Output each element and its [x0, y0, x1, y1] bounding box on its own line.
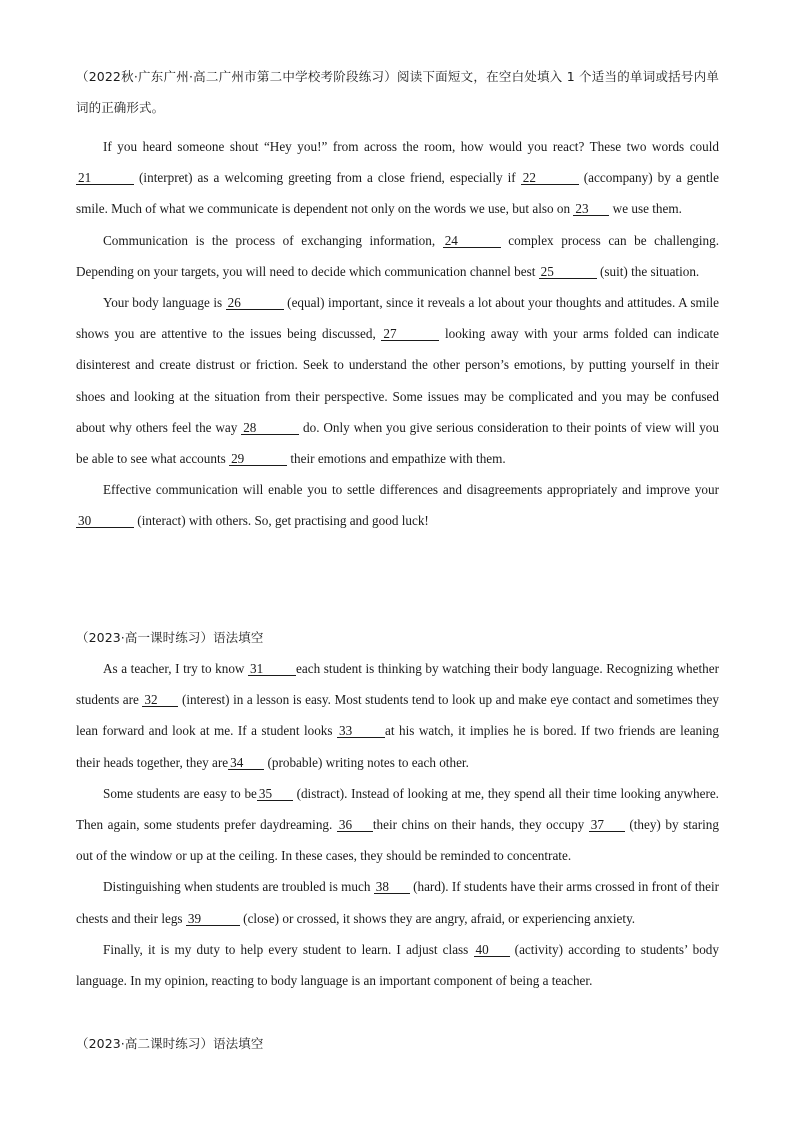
blank-34[interactable]: 34	[228, 756, 264, 770]
text: (accompany) by a gentle smile. Much of what we communicate is dependent not only on the words we use, but also on	[76, 170, 720, 217]
text: each student is thinking by watching their body language. Recognizing whether students are	[76, 661, 719, 708]
passage-1-paragraph-1	[76, 131, 719, 225]
text: we use them.	[609, 201, 682, 217]
blank-25[interactable]: 25	[539, 265, 597, 279]
blank-24[interactable]: 24	[443, 234, 501, 248]
blank-35[interactable]: 35	[257, 787, 293, 801]
blank-38[interactable]: 38	[374, 880, 410, 894]
text: (equal) important, since it reveals a lot about your thoughts and attitudes. A smile shows you are attentive to the issues being discussed,	[76, 295, 719, 342]
text: Distinguishing when students are troubled is much	[103, 879, 374, 895]
text: (interact) with others. So, get practising and good luck!	[134, 513, 429, 529]
text: (interest) in a lesson is easy. Most students tend to look up and make eye contact and sometimes they lean forward and look at me. If a student looks	[76, 692, 719, 739]
blank-23[interactable]: 23	[573, 202, 609, 216]
blank-26[interactable]: 26	[226, 296, 284, 310]
text: complex process can be challenging. Depending on your targets, you will need to decide which communication channel best	[76, 232, 720, 279]
text: at his watch, it implies he is bored. If two friends are leaning their heads together, they are	[76, 723, 719, 770]
text: (close) or crossed, it shows they are angry, afraid, or experiencing anxiety.	[239, 910, 636, 926]
text: their chins on their hands, they occupy	[372, 817, 589, 833]
blank-27[interactable]: 27	[381, 327, 439, 341]
text: Some students are easy to be	[103, 785, 257, 801]
passage-1-heading: （2022秋·广东广州·高二广州市第二中学校考阶段练习）阅读下面短文，在空白处填入 1 个适当的单词或括号内单词的正确形式。	[76, 69, 719, 115]
text: their emotions and empathize with them.	[287, 451, 506, 467]
passage-2	[76, 622, 719, 996]
passage-2-paragraph-3	[76, 871, 719, 933]
blank-36[interactable]: 36	[337, 818, 373, 832]
blank-39[interactable]: 39	[186, 912, 240, 926]
passage-2-paragraph-4	[76, 934, 719, 996]
text: (distract). Instead of looking at me, they spend all their time looking anywhere. Then again, some students prefer daydreaming.	[76, 785, 719, 833]
blank-22[interactable]: 22	[521, 171, 579, 185]
text: do. Only when you give serious consideration to their points of view will you be able to see what accounts	[76, 419, 719, 467]
text: Communication is the process of exchanging information,	[103, 232, 443, 248]
text: Your body language is	[103, 295, 226, 311]
text: (interpret) as a welcoming greeting from a close friend, especially if	[134, 170, 521, 186]
text: (they) by staring out of the window or up at the ceiling. In these cases, they should be reminded to concentrate.	[76, 817, 719, 864]
passage-2-paragraph-1	[76, 653, 719, 778]
text: (activity) according to students’ body language. In my opinion, reacting to body language is an important component of being a teacher.	[76, 941, 719, 989]
passage-3	[76, 1028, 719, 1059]
text: (suit) the situation.	[596, 263, 700, 279]
blank-29[interactable]: 29	[229, 452, 287, 466]
text: looking away with your arms folded can indicate disinterest and create distrust or friction. Seek to understand the other person’s emotions, by putting yourself in their shoes and looking at the situation from their perspective. Some issues may be complicated and you may be confused about why others feel the way	[76, 326, 719, 435]
text: If you heard someone shout “Hey you!” from across the room, how would you react? These two words could	[103, 139, 719, 154]
passage-2-heading: （2023·高一课时练习）语法填空	[76, 630, 264, 645]
text: Effective communication will enable you to settle differences and disagreements appropriately and improve your	[103, 482, 719, 498]
text: Finally, it is my duty to help every student to learn. I adjust class	[103, 941, 474, 957]
passage-1-paragraph-3	[76, 287, 719, 474]
blank-33[interactable]: 33	[337, 724, 385, 738]
blank-30[interactable]: 30	[76, 514, 134, 528]
blank-40[interactable]: 40	[474, 943, 510, 957]
text: (probable) writing notes to each other.	[264, 754, 469, 770]
passage-2-paragraph-2	[76, 778, 719, 872]
blank-28[interactable]: 28	[241, 421, 299, 435]
passage-3-heading: （2023·高二课时练习）语法填空	[76, 1036, 264, 1051]
passage-1	[76, 61, 719, 537]
text: (hard). If students have their arms crossed in front of their chests and their legs	[76, 879, 720, 926]
blank-37[interactable]: 37	[589, 818, 625, 832]
text: As a teacher, I try to know	[103, 661, 249, 676]
passage-1-paragraph-4	[76, 474, 719, 536]
blank-31[interactable]: 31	[248, 662, 296, 676]
blank-21[interactable]: 21	[76, 171, 134, 185]
blank-32[interactable]: 32	[142, 693, 178, 707]
passage-1-paragraph-2	[76, 225, 719, 287]
